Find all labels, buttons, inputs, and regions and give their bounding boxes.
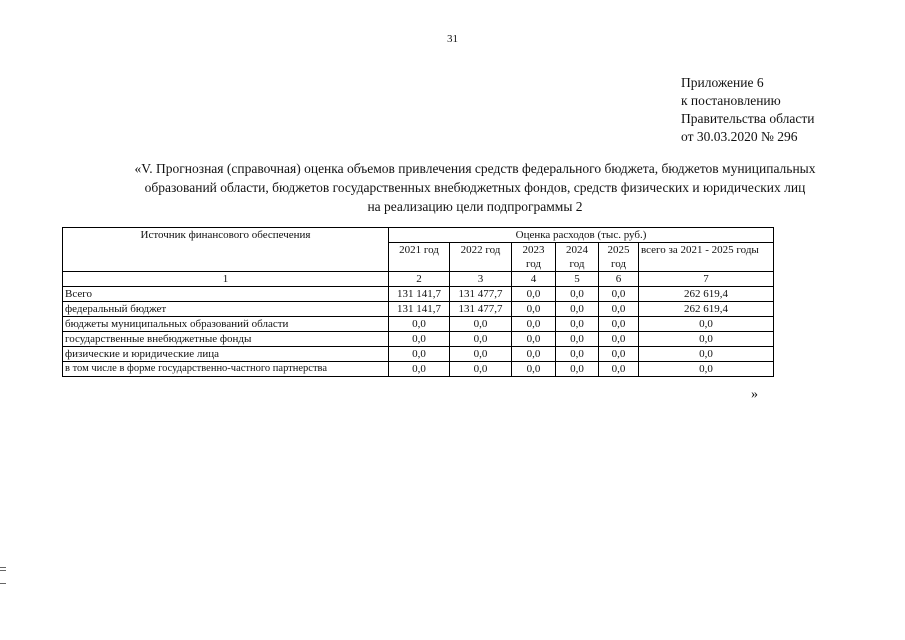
year-header: 2023 год <box>512 243 556 272</box>
title-line: на реализацию цели подпрограммы 2 <box>367 199 583 214</box>
appendix-block <box>681 74 814 146</box>
column-number: 4 <box>512 272 556 287</box>
value-cell: 0,0 <box>556 302 599 317</box>
source-cell: в том числе в форме государственно-частного партнерства <box>63 362 389 377</box>
value-cell: 0,0 <box>556 332 599 347</box>
column-number: 6 <box>599 272 639 287</box>
table-row <box>63 347 774 362</box>
cost-header: Оценка расходов (тыс. руб.) <box>389 228 774 243</box>
value-cell: 0,0 <box>389 347 450 362</box>
value-cell: 0,0 <box>512 332 556 347</box>
table-row <box>63 302 774 317</box>
total-cell: 262 619,4 <box>639 302 774 317</box>
value-cell: 0,0 <box>556 317 599 332</box>
title-line: «V. Прогнозная (справочная) оценка объемов привлечения средств федерального бюджета, бюджетов муниципальных <box>134 161 816 176</box>
margin-mark <box>0 583 6 584</box>
value-cell: 0,0 <box>512 317 556 332</box>
value-cell: 0,0 <box>389 332 450 347</box>
value-cell: 0,0 <box>599 287 639 302</box>
value-cell: 0,0 <box>389 317 450 332</box>
value-cell: 0,0 <box>512 302 556 317</box>
value-cell: 0,0 <box>599 332 639 347</box>
header-row <box>63 228 774 243</box>
source-cell: государственные внебюджетные фонды <box>63 332 389 347</box>
page-number: 31 <box>447 33 458 45</box>
total-header: всего за 2021 - 2025 годы <box>639 243 774 272</box>
value-cell: 131 141,7 <box>389 287 450 302</box>
total-cell: 0,0 <box>639 347 774 362</box>
value-cell: 0,0 <box>599 362 639 377</box>
year-header: 2025 год <box>599 243 639 272</box>
value-cell: 0,0 <box>389 362 450 377</box>
source-cell: физические и юридические лица <box>63 347 389 362</box>
appendix-line: Правительства области <box>681 111 815 126</box>
value-cell: 131 477,7 <box>450 287 512 302</box>
appendix-line: от 30.03.2020 № 296 <box>681 129 798 144</box>
value-cell: 0,0 <box>556 362 599 377</box>
value-cell: 0,0 <box>556 347 599 362</box>
column-number: 5 <box>556 272 599 287</box>
total-cell: 262 619,4 <box>639 287 774 302</box>
value-cell: 131 477,7 <box>450 302 512 317</box>
value-cell: 0,0 <box>450 362 512 377</box>
total-cell: 0,0 <box>639 332 774 347</box>
value-cell: 0,0 <box>450 317 512 332</box>
year-header: 2024 год <box>556 243 599 272</box>
value-cell: 0,0 <box>512 362 556 377</box>
margin-mark <box>0 567 6 568</box>
year-header: 2021 год <box>389 243 450 272</box>
value-cell: 0,0 <box>599 347 639 362</box>
value-cell: 0,0 <box>512 287 556 302</box>
column-number: 1 <box>63 272 389 287</box>
title-line: образований области, бюджетов государственных внебюджетных фондов, средств физических и юридических лиц <box>144 180 806 195</box>
value-cell: 0,0 <box>599 302 639 317</box>
source-header: Источник финансового обеспечения <box>63 228 389 272</box>
table-row <box>63 332 774 347</box>
appendix-line: к постановлению <box>681 93 781 108</box>
margin-mark <box>0 570 6 571</box>
value-cell: 131 141,7 <box>389 302 450 317</box>
appendix-line: Приложение 6 <box>681 75 764 90</box>
year-header: 2022 год <box>450 243 512 272</box>
source-cell: бюджеты муниципальных образований области <box>63 317 389 332</box>
financing-table <box>62 227 774 377</box>
value-cell: 0,0 <box>512 347 556 362</box>
value-cell: 0,0 <box>450 332 512 347</box>
table-row <box>63 317 774 332</box>
value-cell: 0,0 <box>599 317 639 332</box>
value-cell: 0,0 <box>556 287 599 302</box>
source-cell: федеральный бюджет <box>63 302 389 317</box>
source-cell: Всего <box>63 287 389 302</box>
closing-quote: » <box>751 387 758 402</box>
column-number-row <box>63 272 774 287</box>
total-cell: 0,0 <box>639 362 774 377</box>
table-row <box>63 287 774 302</box>
section-title <box>60 159 890 216</box>
table-row <box>63 362 774 377</box>
column-number: 7 <box>639 272 774 287</box>
column-number: 2 <box>389 272 450 287</box>
column-number: 3 <box>450 272 512 287</box>
value-cell: 0,0 <box>450 347 512 362</box>
total-cell: 0,0 <box>639 317 774 332</box>
